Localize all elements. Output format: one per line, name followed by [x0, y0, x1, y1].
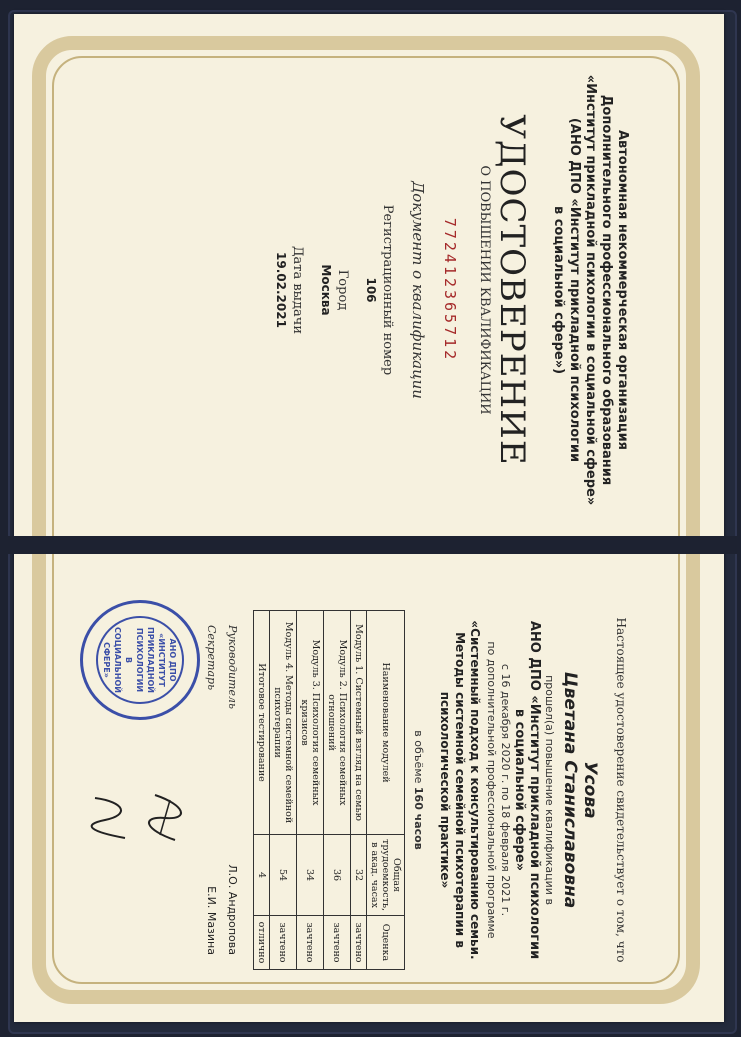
program-intro: по дополнительной профессиональной программе	[485, 641, 498, 939]
date-label: Дата выдачи	[290, 245, 305, 335]
module-grade: зачтено	[351, 916, 367, 970]
table-row	[254, 611, 270, 970]
column-header: Общая трудоемкость, в акад. часах	[367, 835, 405, 916]
right-page	[40, 560, 640, 1020]
serial-number: 772412365712	[441, 217, 459, 363]
module-name: Итоговое тестирование	[254, 611, 270, 835]
module-hours: 54	[270, 835, 297, 916]
column-header: Оценка	[367, 916, 405, 970]
column-header: Наименование модулей	[367, 611, 405, 835]
org-line: Автономная некоммерческая организация	[615, 129, 630, 451]
secretary-signature-icon	[80, 790, 140, 845]
document-kind: Документ о квалификации	[409, 181, 427, 399]
city-label: Город	[335, 269, 350, 311]
module-hours: 34	[297, 835, 324, 916]
stamp-inner	[96, 616, 184, 704]
reg-label: Регистрационный номер	[380, 204, 395, 376]
date-value: 19.02.2021	[274, 252, 288, 328]
head-signature-icon	[135, 790, 195, 845]
module-hours: 32	[351, 835, 367, 916]
intro-text: Настоящее удостоверение свидетельствует о том, что	[614, 617, 628, 963]
org-line: «Институт прикладной психологии в социальной сфере»	[583, 74, 598, 506]
given-name: Цветана Станиславовна	[560, 671, 580, 909]
module-name: Модуль 1. Системный взгляд на семью	[351, 611, 367, 835]
volume-prefix: в объёме	[412, 730, 425, 784]
left-page	[80, 60, 640, 520]
qualification-line: прошел(а) повышение квалификации в	[543, 675, 556, 905]
stamp-text: АНО ДПО «ИНСТИТУТ ПРИКЛАДНОЙ ПСИХОЛОГИИ В СОЦИАЛЬНОЙ СФЕРЕ»	[102, 627, 178, 693]
head-name: Л.О. Андропова	[226, 864, 239, 955]
document-subtitle: О ПОВЫШЕНИИ КВАЛИФИКАЦИИ	[477, 165, 492, 415]
document-title: УДОСТОВЕРЕНИЕ	[492, 114, 532, 466]
module-hours: 4	[254, 835, 270, 916]
org-name-1: АНО ДПО «Институт прикладной психологии	[527, 620, 542, 960]
module-grade: зачтено	[270, 916, 297, 970]
secretary-signature-row	[205, 625, 218, 955]
module-grade: зачтено	[324, 916, 351, 970]
secretary-name: Е.И. Мазина	[205, 886, 218, 955]
org-line: (АНО ДПО «Институт прикладной психологии	[567, 117, 582, 463]
modules-table	[253, 610, 405, 970]
module-hours: 36	[324, 835, 351, 916]
program-title: «Системный подход к консультированию семьи. Методы системной семейной психотерапии в психологической практике»	[438, 620, 482, 960]
module-name: Модуль 3. Психология семейных кризисов	[297, 611, 324, 835]
dates: с 16 декабря 2020 г. по 18 февраля 2021 г.	[499, 663, 512, 917]
table-row	[297, 611, 324, 970]
table-row	[270, 611, 297, 970]
secretary-label: Секретарь	[205, 625, 218, 691]
volume-value: 160 часов	[412, 786, 425, 850]
table-row	[324, 611, 351, 970]
module-name: Модуль 2. Психология семейных отношений	[324, 611, 351, 835]
binding-strip	[0, 536, 741, 554]
org-line: в социальной сфере»)	[551, 205, 566, 375]
head-signature-row	[226, 625, 239, 955]
org-name-2: в социальной сфере»	[512, 708, 527, 872]
module-grade: зачтено	[297, 916, 324, 970]
head-label: Руководитель	[226, 625, 239, 709]
table-row	[351, 611, 367, 970]
table-header-row	[367, 611, 405, 970]
city-value: Москва	[319, 264, 333, 316]
module-name: Модуль 4. Методы системной семейной психотерапии	[270, 611, 297, 835]
reg-value: 106	[364, 277, 378, 303]
official-stamp	[80, 600, 200, 720]
surname: Усова	[580, 761, 600, 819]
org-line: Дополнительного профессионального образования	[599, 94, 614, 486]
module-grade: отлично	[254, 916, 270, 970]
